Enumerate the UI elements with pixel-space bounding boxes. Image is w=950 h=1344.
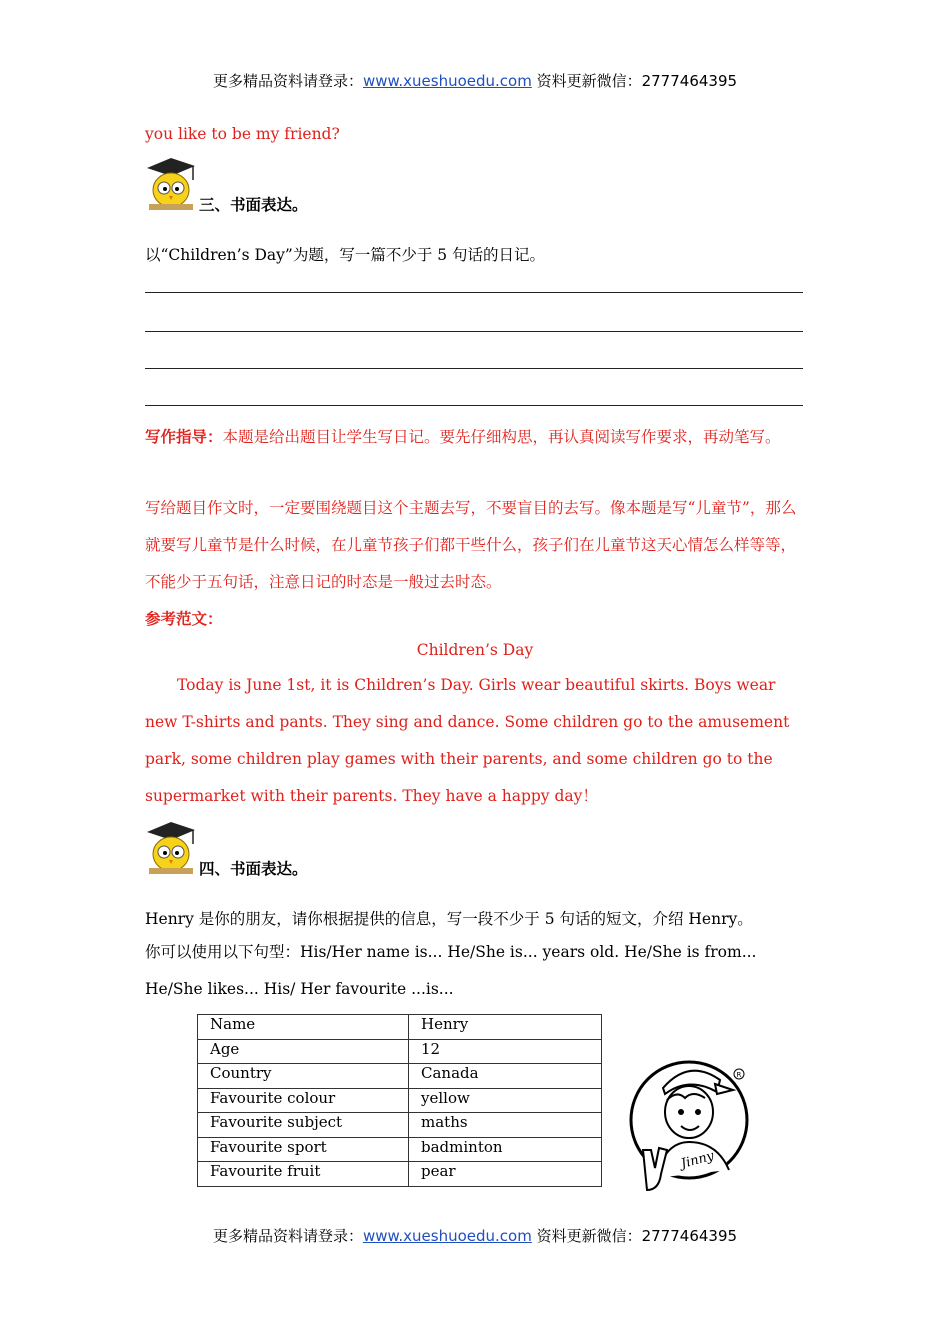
page-header bbox=[0, 70, 950, 91]
table-cell: Favourite fruit bbox=[198, 1162, 409, 1187]
table-cell: Favourite sport bbox=[198, 1137, 409, 1162]
table-row bbox=[198, 1015, 602, 1040]
page-footer bbox=[0, 1225, 950, 1246]
table-cell: Age bbox=[198, 1039, 409, 1064]
guide-line2: 写给题目作文时，一定要围绕题目这个主题去写，不要盲目的去写。像本题是写“儿童节”，那么就要写儿童节是什么时候，在儿童节孩子们都干些什么，孩子们在儿童节这天心情怎么样等等，不能少于五句话，注意日记的时态是一般过去时态。 bbox=[145, 499, 797, 591]
footer-link[interactable]: www.xueshuoedu.com bbox=[362, 1227, 532, 1245]
boy-picture bbox=[625, 1050, 750, 1195]
answer-line bbox=[145, 405, 803, 406]
table-cell: badminton bbox=[409, 1137, 602, 1162]
header-link[interactable]: www.xueshuoedu.com bbox=[362, 72, 532, 90]
table-cell: Henry bbox=[409, 1015, 602, 1040]
table-row bbox=[198, 1113, 602, 1138]
writing-guide bbox=[145, 418, 805, 456]
sentence-patterns: 你可以使用以下句型：His/Her name is... He/She is... years old. He/She is from... He/She likes... His/ Her favourite ...is... bbox=[145, 943, 757, 998]
section3-prompt: 以“Children’s Day”为题，写一篇不少于 5 句话的日记。 bbox=[145, 246, 546, 264]
table-row bbox=[198, 1137, 602, 1162]
table-row bbox=[198, 1064, 602, 1089]
header-suffix: 资料更新微信：2777464395 bbox=[531, 72, 738, 90]
answer-line bbox=[145, 368, 803, 369]
info-table bbox=[197, 1014, 602, 1187]
table-cell: Favourite colour bbox=[198, 1088, 409, 1113]
intro-line: you like to be my friend? bbox=[145, 125, 340, 143]
table-cell: Name bbox=[198, 1015, 409, 1040]
table-cell: Country bbox=[198, 1064, 409, 1089]
section3-title: 三、书面表达。 bbox=[199, 196, 308, 214]
section4-prompt: Henry 是你的朋友，请你根据提供的信息，写一段不少于 5 句话的短文，介绍 Henry。 bbox=[145, 910, 753, 928]
footer-suffix: 资料更新微信：2777464395 bbox=[531, 1227, 738, 1245]
answer-line bbox=[145, 331, 803, 332]
sample-title: Children’s Day bbox=[416, 641, 534, 659]
scholar-icon bbox=[143, 818, 197, 876]
table-cell: maths bbox=[409, 1113, 602, 1138]
table-cell: 12 bbox=[409, 1039, 602, 1064]
scholar-icon bbox=[143, 154, 197, 212]
answer-line bbox=[145, 292, 803, 293]
footer-prefix: 更多精品资料请登录： bbox=[212, 1227, 363, 1245]
sample-body: Today is June 1st, it is Children’s Day. Girls wear beautiful skirts. Boys wear new T-shirts and pants. They sing and dance. Some children go to the amusement park, some children play games with their parents, and some children go to the supermarket with their parents. They have a happy day！ bbox=[145, 676, 790, 805]
table-row bbox=[198, 1162, 602, 1187]
table-cell: pear bbox=[409, 1162, 602, 1187]
table-row bbox=[198, 1039, 602, 1064]
shirt-text: Jinny bbox=[679, 1148, 716, 1172]
svg-text:R: R bbox=[736, 1071, 742, 1079]
guide-text: 本题是给出题目让学生写日记。要先仔细构思，再认真阅读写作要求，再动笔写。 bbox=[222, 428, 781, 446]
section4-title: 四、书面表达。 bbox=[199, 860, 308, 878]
table-row bbox=[198, 1088, 602, 1113]
header-prefix: 更多精品资料请登录： bbox=[212, 72, 363, 90]
table-cell: Canada bbox=[409, 1064, 602, 1089]
guide-label: 写作指导： bbox=[145, 427, 223, 446]
table-cell: yellow bbox=[409, 1088, 602, 1113]
table-cell: Favourite subject bbox=[198, 1113, 409, 1138]
sample-label: 参考范文： bbox=[145, 609, 223, 628]
